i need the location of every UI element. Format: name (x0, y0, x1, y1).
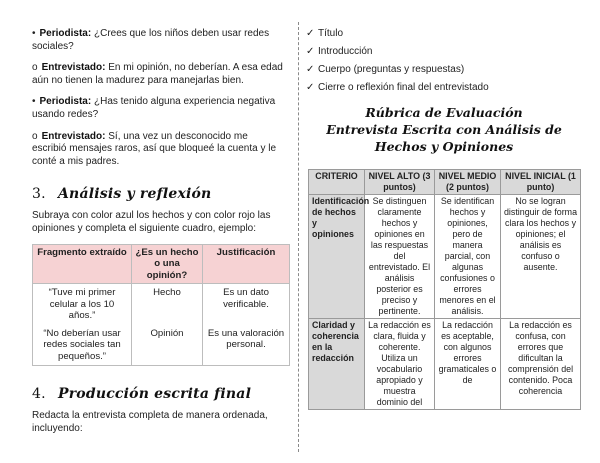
right-column (308, 28, 580, 410)
table-cell: “No deberían usar redes sociales tan pequeños.” (33, 325, 132, 366)
list-item: ✓ Cuerpo (preguntas y respuestas) (306, 63, 465, 75)
table-header: NIVEL INICIAL (1 punto) (501, 169, 581, 194)
checkmark-icon: ✓ (306, 81, 315, 93)
criterion-cell: Identificación de hechos y opiniones (309, 194, 365, 318)
table-row (309, 318, 581, 409)
table-cell: Se distinguen claramente hechos y opiniones en las respuestas del entrevistado. El análisis posterior es preciso y pertinente. (365, 194, 435, 318)
qa-text: ¿Has tenido alguna experiencia negativa usando redes? (32, 96, 276, 120)
table-cell: La redacción es clara, fluida y coherente. Utiliza un vocabulario apropiado y muestra dominio del (365, 318, 435, 409)
table-cell: Es un dato verificable. (203, 284, 290, 325)
qa-item (32, 62, 284, 87)
list-item: ✓ Cierre o reflexión final del entrevistado (306, 81, 489, 93)
qa-speaker: Periodista: (39, 28, 92, 39)
example-table (32, 244, 290, 367)
section-3-instruction: Subraya con color azul los hechos y con color rojo las opiniones y completa el siguiente cuadro, ejemplo: (32, 210, 271, 234)
list-item: ✓ Título (306, 28, 344, 39)
table-cell: “Tuve mi primer celular a los 10 años.” (33, 284, 132, 325)
table-cell: Opinión (132, 325, 203, 366)
table-cell: Es una valoración personal. (203, 325, 290, 366)
table-row (309, 194, 581, 318)
qa-text: En mi opinión, no deberían. A esa edad aún no tienen la madurez para manejarlas bien. (32, 62, 283, 86)
section-4-instruction: Redacta la entrevista completa de manera ordenada, incluyendo: (32, 410, 268, 434)
qa-item (32, 96, 284, 121)
qa-item (32, 131, 284, 169)
qa-speaker: Periodista: (39, 96, 92, 108)
bullet-marker: o (32, 62, 38, 74)
rubric-title: Rúbrica de Evaluación Entrevista Escrita con Análisis de Hechos y Opiniones (326, 104, 562, 154)
table-header: NIVEL ALTO (3 puntos) (365, 169, 435, 194)
table-row (33, 284, 290, 325)
bullet-marker: • (32, 28, 36, 39)
qa-speaker: Entrevistado: (41, 130, 106, 142)
qa-text: ¿Crees que los niños deben usar redes sociales? (32, 28, 270, 52)
section-title: Análisis y reflexión (58, 186, 212, 203)
checklist (306, 28, 580, 95)
table-header: Fragmento extraído (33, 244, 132, 284)
table-cell: Se identifican hechos y opiniones, pero de manera parcial, con algunas confusiones o errores menores en el análisis. (435, 194, 501, 318)
table-header: CRITERIO (309, 169, 365, 194)
section-4-heading (32, 386, 284, 402)
qa-speaker: Entrevistado: (41, 62, 106, 74)
section-3-heading (32, 186, 284, 202)
rubric-table (308, 169, 581, 410)
section-number: 4. (32, 386, 46, 403)
bullet-marker: o (32, 130, 38, 142)
list-item: ✓ Introducción (306, 45, 373, 57)
section-number: 3. (32, 186, 46, 203)
table-cell: La redacción es aceptable, con algunos errores gramaticales o de (435, 318, 501, 409)
checkmark-icon: ✓ (306, 63, 315, 75)
table-cell: La redacción es confusa, con errores que dificultan la comprensión del contenido. Poca coherencia (501, 318, 581, 409)
table-row (33, 325, 290, 366)
column-divider (298, 22, 299, 452)
checkmark-icon: ✓ (306, 28, 315, 39)
table-header: ¿Es un hecho o una opinión? (132, 244, 203, 284)
criterion-cell: Claridad y coherencia en la redacción (309, 318, 365, 409)
table-cell: No se logran distinguir de forma clara los hechos y opiniones; el análisis es confuso o ausente. (501, 194, 581, 318)
bullet-marker: • (32, 96, 36, 108)
qa-item (32, 28, 284, 53)
left-column (32, 28, 284, 443)
table-header: Justificación (203, 244, 290, 284)
table-cell: Hecho (132, 284, 203, 325)
checkmark-icon: ✓ (306, 45, 315, 57)
section-title: Producción escrita final (58, 386, 252, 403)
qa-text: Sí, una vez un desconocido me escribió mensajes raros, así que bloqueé la cuenta y le conté a mis padres. (32, 130, 277, 167)
table-header: NIVEL MEDIO (2 puntos) (435, 169, 501, 194)
